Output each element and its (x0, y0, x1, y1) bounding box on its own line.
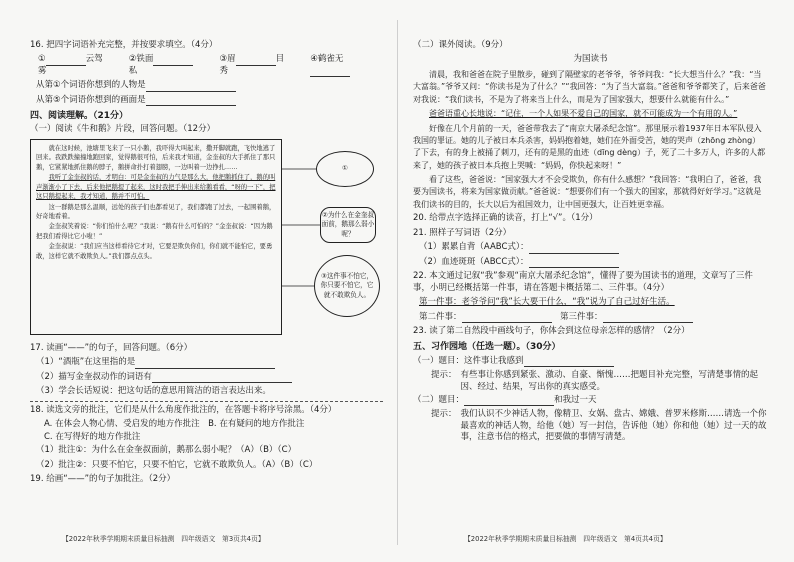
passage-box (30, 139, 282, 335)
essay-option-1: （一）题目：这件事让我感到 (413, 356, 768, 367)
events-2-3: 第二件事： 第三件事： (419, 312, 768, 323)
passage-para-4: 金奎叔笑着说：“你们怕什么呢？”我说：“鹅有什么可怕的？”金奎叔说：“因为鹅把我们看得比它小啦！” (36, 223, 273, 240)
part1-title: （一）阅读《牛和鹅》片段，回答问题。（12分） (30, 124, 216, 135)
passage-para-3: 这一群鹅是那么温顺，远处的孩子们也都看见了，我们都跑了过去，一起围着鹅，好奇地看着。 (36, 203, 276, 221)
q16-line1: 从第①个词语你想到的人物是 (36, 80, 383, 91)
q16-item-2[interactable]: ②铁面私 (129, 54, 202, 77)
essay-option-2: （二）题目： 和我过一天 (413, 395, 597, 405)
q18-opt-c: C. 在写得好的地方作批注 (44, 431, 141, 442)
q16-blank-2[interactable] (146, 96, 236, 106)
reading-para-3: 好像在几个月前的一天，爸爸带我去了“南京大屠杀纪念馆”。那里展示着1937年日本军队侵入我国的罪证。她的儿子被日本兵杀害，妈妈抱着她，她们在外面受苦，她的哭声（zhōng zhòng）了下去，有的身上被捅了刺刀，还有的是黑的血迹（dīng dèng）子，死了二十多万人，许多的人都来了，她的孩子被日本兵抱上哭喊：“妈妈，你快起来呀！” (413, 123, 766, 170)
passage-para-5: 金奎叔说：“我们应当这样看待它才对，它要是欺负你们，你们就不能怕它，要勇敢，这样它就不敢欺负人。”我们都点点头。 (36, 243, 273, 260)
q17-answer-line[interactable] (30, 401, 383, 402)
q16-item-4[interactable]: ④鹤雀无 (310, 54, 383, 77)
passage-para-2: 我听了金奎叔的话，才明白：可是金奎叔的力气是那么大，他把鹅抓住了，鹅的叫声渐渐小了下去，后来他把鹅提了起来，这时我把手伸出来给鹅看看，“呀的一下”，把这只鹅提起来，我才知道，鹅并不可怕。 (36, 174, 276, 201)
part2-title: （二）课外阅读。（9分） (413, 40, 508, 50)
callout-2: ②为什么在金奎叔面前，鹅那么弱小呢？ (320, 207, 376, 243)
q20-title: 20. 给带点字选择正确的读音，打上“√”。（1分） (413, 213, 598, 224)
q18-title: 18. 读选文旁的批注，它们是从什么角度作批注的，在答题卡将序号涂黑。（4分） (30, 404, 337, 415)
first-event: 第一件事：老爷爷问“我”长大要干什么，“我”说为了自己过好生活。 (419, 297, 675, 308)
reading-para-1: 清晨，我和爸爸在院子里散步，碰到了隔壁家的老爷爷，爷爷问我：“长大想当什么？”我：“当大富翁。”爷爷又问：“你读书是为了什么？”“我回答：“为了当大富翁。”爸爸和爷爷都笑了，后来爸爸对我说：“我们读书，不是为了将来当上什么，而是为了国家强大，想要什么就能有什么。” (413, 69, 766, 104)
q18-item-1[interactable]: （1）批注①：为什么在金奎叔面前，鹅那么弱小呢？（A）（B）（C） (36, 445, 297, 456)
left-footer: 【2022年秋季学期期末质量目标抽测 四年级语文 第3页共4页】 (62, 534, 265, 543)
callout-1: ① (316, 151, 374, 187)
q17-item-2: （2）描写金奎叔动作的词语有 (36, 372, 383, 383)
q22-title: 22. 本文通过记叙“我”参观“南京大屠杀纪念馆”，懂得了要为国读书的道理，文章写了三件事，小明已经概括第一件事，请在答题卡概括第二、三件事。（4分） (413, 271, 753, 293)
q19-title: 19. 给画“——”的句子加批注。（2分） (30, 474, 176, 485)
reading-title: 为国读书 (573, 54, 608, 65)
right-footer: 【2022年秋季学期期末质量目标抽测 四年级语文 第4页共4页】 (464, 534, 667, 543)
passage-para-1: 就在这时候，池塘里飞来了一只小鹅，我吓得大叫起来，撒开脚就跑，飞快地逃了回来。我跌跌撞撞地跑回家，觉得鹅很可怕，后来我才知道，金奎叔的大手抓住了那只鹅，它紧紧地抓住鹅的脖子，鹅拼命扑打着翅膀，一边叫着一边挣扎…… (36, 144, 276, 171)
q16-blank-1[interactable] (146, 82, 236, 92)
reading-para-4: 看了这些，爸爸说：“国家强大才不会受欺负，你有什么感想？”我回答：“我明白了，爸爸，我要为国读书，将来为国家做贡献。”爸爸说：“想要你们有一个强大的国家，那就得好好学习。”这就是我们读书的目的，长大以后为祖国效力，让中国更强大，让百姓更幸福。 (413, 175, 762, 209)
section-4-title: 四、阅读理解。（21分） (30, 111, 129, 122)
q21-title: 21. 照样子写词语（2分） (413, 227, 512, 238)
q16-item-1[interactable]: ① 云驾雾 (38, 54, 103, 76)
q17-title: 17. 读画“——”的句子，回答问题。（6分） (30, 342, 193, 353)
essay-hint-1: 提示： 有些事让你感到紧张、激动、自豪、惭愧……把题目补充完整，写清楚事情的起因、经过、结果，写出你的真实感受。 (431, 370, 759, 392)
passage-area (30, 139, 383, 339)
section-5-title: 五、习作园地（任选一题）。（30分） (413, 342, 561, 353)
q16-line2: 从第⑤个词语你想到的画面是 (36, 95, 383, 106)
q21-item-1: （1）累累自背（AABC式）： (419, 242, 768, 253)
q16-item-3[interactable]: ③眉 目秀 (219, 54, 285, 76)
q18-opt-a-b: A. 在体会人物心情、受启发的地方作批注 B. 在有疑问的地方作批注 (44, 419, 305, 430)
q17-item-1: （1）“酒瓶”在这里指的是 (36, 357, 383, 368)
q18-item-2[interactable]: （2）批注②：只要不怕它，只要不怕它，它就不敢欺负人。（A）（B）（C） (36, 459, 318, 470)
essay-hint-2: 提示： 我们认识不少神话人物，像精卫、女娲、盘古、嫦娥、普罗米修斯……请选一个你最喜欢的神话人物，给他（她）写一封信，告诉他（她）你和他（她）过一天的故事，注意书信的格式，把要做的事情写清楚。 (431, 409, 767, 443)
q23-title: 23. 读了第二自然段中画线句子，你体会到这位母亲怎样的感情？（2分） (413, 325, 690, 336)
callout-3: ③这件事不怕它，你只要不怕它，它就不敢欺负人。 (314, 255, 380, 317)
q21-item-2: （2）血迹斑斑（ABCC式）： (419, 257, 768, 268)
q16-items (38, 54, 383, 77)
q16-title: 16. 把四字词语补充完整，并按要求填空。（4分） (30, 40, 218, 50)
q17-item-3: （3）学会长话短说：把这句话的意思用简洁的语言表达出来。 (36, 386, 271, 397)
right-page (397, 0, 794, 562)
reading-para-2: 爸爸语重心长地说：“记住，一个人如果不爱自己的国家，就不可能成为一个有用的人。” (429, 109, 738, 119)
